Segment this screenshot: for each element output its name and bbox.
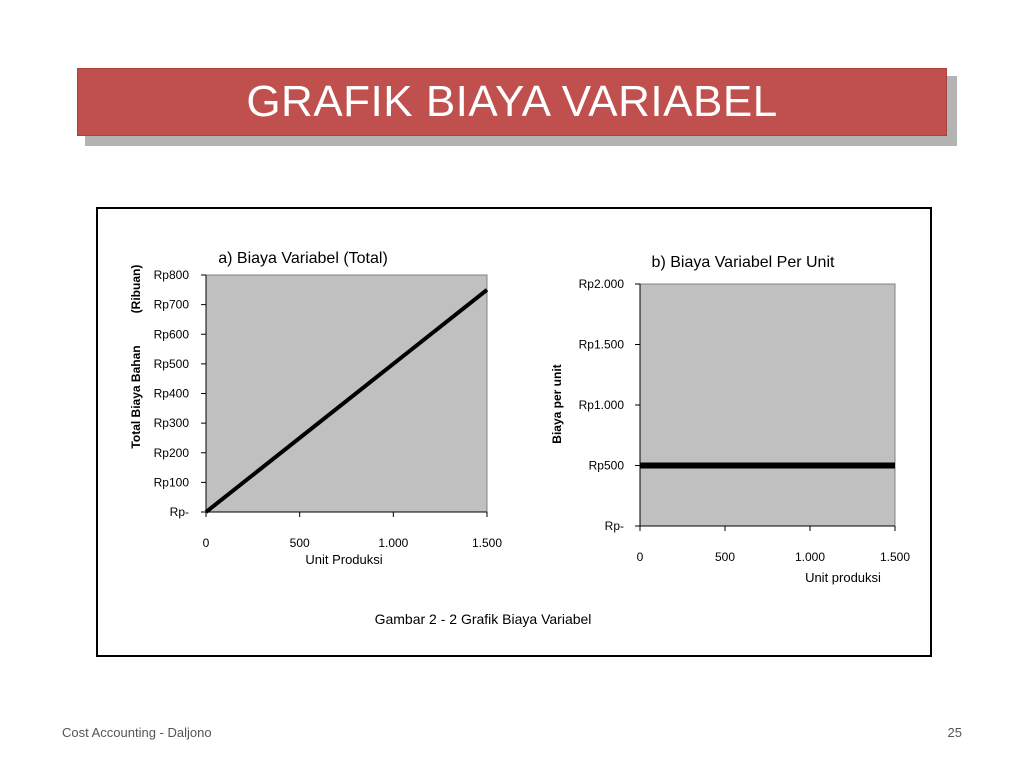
a-y-tick-label: Rp600 [153, 327, 189, 342]
a-y-tick-label: Rp500 [153, 356, 189, 371]
a-y-axis-label: Total Biaya Bahan [129, 345, 143, 449]
b-x-axis-label: Unit produksi [805, 570, 881, 585]
a-x-tick-label: 1.000 [378, 536, 409, 550]
b-y-tick-label: Rp1.000 [578, 398, 624, 412]
b-y-tick-label: Rp- [604, 519, 624, 533]
a-x-tick-label: 1.500 [471, 536, 503, 550]
a-chart-title: a) Biaya Variabel (Total) [218, 250, 388, 267]
footer-text: Cost Accounting - Daljono [62, 725, 212, 740]
b-x-tick-label: 1.000 [794, 550, 826, 564]
a-x-axis-label: Unit Produksi [305, 552, 383, 567]
a-y-tick-label: Rp700 [153, 297, 189, 312]
a-y-tick-label: Rp200 [153, 445, 189, 460]
b-x-tick-label: 500 [714, 550, 736, 564]
a-y-tick-label: Rp400 [153, 386, 189, 401]
b-x-tick-label: 1.500 [879, 550, 911, 564]
b-chart-title: b) Biaya Variabel Per Unit [651, 254, 835, 271]
a-y-tick-label: Rp100 [153, 475, 189, 490]
figure-frame [96, 207, 932, 657]
figure-caption: Gambar 2 - 2 Grafik Biaya Variabel [374, 611, 592, 627]
a-x-tick-label: 500 [289, 536, 310, 550]
b-y-tick-label: Rp1.500 [578, 337, 624, 352]
b-y-axis-label: Biaya per unit [550, 364, 564, 444]
a-x-tick-label: 0 [202, 536, 210, 550]
b-x-tick-label: 0 [636, 550, 644, 564]
b-y-tick-label: Rp500 [588, 458, 624, 473]
a-y-axis-unit: (Ribuan) [129, 264, 143, 314]
slide-title: GRAFIK BIAYA VARIABEL [246, 77, 778, 126]
figure-svg [98, 209, 930, 655]
b-plot-area [640, 284, 895, 526]
b-y-tick-label: Rp2.000 [578, 277, 624, 291]
a-y-tick-label: Rp800 [153, 268, 189, 282]
a-y-tick-label: Rp- [169, 505, 189, 519]
a-y-tick-label: Rp300 [153, 416, 189, 431]
page-number: 25 [947, 725, 962, 740]
title-banner [77, 68, 947, 136]
